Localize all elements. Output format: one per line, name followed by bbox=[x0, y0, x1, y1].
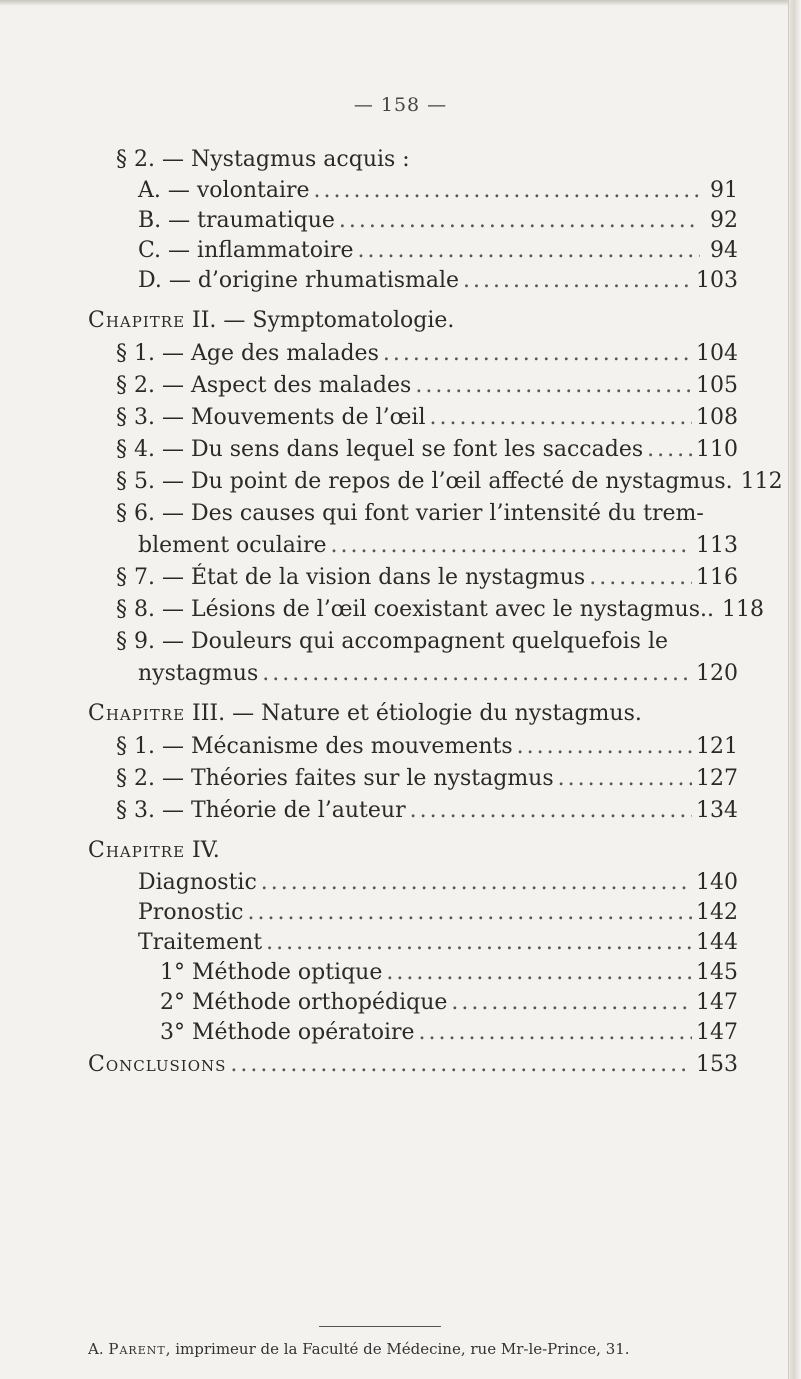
toc-entry bbox=[160, 1019, 738, 1047]
section-heading bbox=[116, 500, 704, 528]
toc-entry-label: B. — traumatique bbox=[138, 208, 335, 233]
toc-entry-label: blement oculaire bbox=[138, 533, 327, 558]
toc-entry-page: 91 bbox=[710, 178, 738, 203]
toc-entry-label: 1° Méthode optique bbox=[160, 960, 383, 985]
dot-leader bbox=[383, 340, 692, 368]
page-top-edge bbox=[0, 0, 801, 6]
dot-leader bbox=[358, 237, 700, 265]
toc-entry-page: 127 bbox=[696, 766, 738, 791]
dot-leader bbox=[261, 869, 692, 897]
imprint-prefix: A. bbox=[88, 1340, 109, 1358]
toc-entry-page: 94 bbox=[710, 238, 738, 263]
toc-entry-page: 145 bbox=[696, 960, 738, 985]
toc-entry-label: Pronostic bbox=[138, 900, 244, 925]
imprint-printer-name: Parent bbox=[108, 1340, 166, 1358]
toc-entry-page: 108 bbox=[696, 405, 738, 430]
toc-entry-page: 144 bbox=[696, 930, 738, 955]
toc-entry-label: 3° Méthode opératoire bbox=[160, 1020, 415, 1045]
dot-leader bbox=[262, 660, 692, 688]
section-heading bbox=[116, 628, 668, 656]
dot-leader bbox=[339, 207, 700, 235]
toc-entry-label: D. — d’origine rhumatismale bbox=[138, 268, 460, 293]
toc-entry-page: 113 bbox=[696, 533, 738, 558]
toc-entry-label: nystagmus bbox=[138, 661, 259, 686]
toc-entry bbox=[116, 596, 765, 624]
page-right-edge bbox=[788, 0, 801, 1379]
toc-entry-label: § 4. — Du sens dans lequel se font les saccades bbox=[116, 437, 644, 462]
dot-leader bbox=[410, 797, 692, 825]
dot-leader bbox=[419, 1019, 692, 1047]
toc-entry-page: 105 bbox=[696, 373, 738, 398]
dot-leader bbox=[429, 404, 692, 432]
toc-entry bbox=[116, 797, 738, 825]
toc-entry bbox=[116, 404, 738, 432]
toc-entry bbox=[116, 765, 738, 793]
dot-leader bbox=[314, 177, 700, 205]
toc-entry bbox=[138, 177, 738, 205]
page-number: — 158 — bbox=[353, 94, 448, 116]
toc-entry bbox=[138, 532, 738, 560]
section-heading bbox=[116, 146, 410, 174]
toc-entry-page: 134 bbox=[696, 798, 738, 823]
toc-entry bbox=[138, 929, 738, 957]
toc-entry-page: 120 bbox=[696, 661, 738, 686]
dot-leader bbox=[517, 733, 692, 761]
dot-leader bbox=[463, 267, 692, 295]
toc-entry-page: 121 bbox=[696, 734, 738, 759]
toc-entry bbox=[116, 564, 738, 592]
imprint-line bbox=[88, 1338, 728, 1360]
toc-entry-label: § 3. — Théorie de l’auteur bbox=[116, 798, 406, 823]
chapter-title: II. — Symptomatologie. bbox=[192, 308, 455, 333]
toc-entry-page: 110 bbox=[696, 437, 738, 462]
toc-entry-page: 116 bbox=[696, 565, 738, 590]
dot-leader bbox=[589, 564, 692, 592]
dot-leader bbox=[451, 989, 692, 1017]
toc-entry-label: § 7. — État de la vision dans le nystagmus bbox=[116, 565, 586, 590]
toc-entry-page: 140 bbox=[696, 870, 738, 895]
toc-entry bbox=[138, 869, 738, 897]
toc-entry-label: Conclusions bbox=[88, 1052, 227, 1077]
toc-entry bbox=[138, 267, 738, 295]
toc-entry-page: 92 bbox=[710, 208, 738, 233]
toc-entry-page: 147 bbox=[696, 1020, 738, 1045]
toc-entry bbox=[116, 436, 738, 464]
toc-entry-label: Traitement bbox=[138, 930, 263, 955]
toc-entry-page: 147 bbox=[696, 990, 738, 1015]
imprint-rule bbox=[319, 1326, 441, 1327]
dot-leader bbox=[266, 929, 692, 957]
dot-leader bbox=[247, 899, 692, 927]
toc-entry-page: 112 bbox=[740, 469, 783, 494]
toc-entry bbox=[160, 989, 738, 1017]
imprint-text: , imprimeur de la Faculté de Médecine, rue Mr-le-Prince, 31. bbox=[165, 1340, 630, 1358]
chapter-title: IV. bbox=[192, 838, 220, 863]
toc-entry-label: § 1. — Age des malades bbox=[116, 341, 379, 366]
toc-entry bbox=[138, 207, 738, 235]
toc-entry bbox=[160, 959, 738, 987]
toc-entry bbox=[116, 468, 783, 496]
toc-entry-label: Diagnostic bbox=[138, 870, 257, 895]
toc-entry-label: 2° Méthode orthopédique bbox=[160, 990, 448, 1015]
dot-leader bbox=[386, 959, 692, 987]
toc-entry-label: § 8. — Lésions de l’œil coexistant avec le nystagmus.. bbox=[116, 597, 715, 622]
toc-entry bbox=[138, 660, 738, 688]
toc-entry bbox=[116, 733, 738, 761]
toc-entry-page: 153 bbox=[696, 1052, 738, 1077]
toc-entry bbox=[88, 1051, 738, 1079]
dot-leader bbox=[330, 532, 692, 560]
chapter-prefix: Chapitre bbox=[88, 308, 186, 333]
dot-leader bbox=[558, 765, 692, 793]
toc-entry-page: 142 bbox=[696, 900, 738, 925]
chapter-title: III. — Nature et étiologie du nystagmus. bbox=[192, 701, 642, 726]
section-title: § 6. — Des causes qui font varier l’intensité du trem- bbox=[116, 501, 704, 526]
toc-entry-page: 118 bbox=[722, 597, 765, 622]
toc-entry-label: § 2. — Théories faites sur le nystagmus bbox=[116, 766, 554, 791]
toc-entry bbox=[138, 237, 738, 265]
toc-entry bbox=[138, 899, 738, 927]
chapter-heading bbox=[88, 307, 454, 335]
toc-entry-label: § 2. — Aspect des malades bbox=[116, 373, 412, 398]
toc-entry-label: § 5. — Du point de repos de l’œil affecté de nystagmus. bbox=[116, 469, 733, 494]
dot-leader bbox=[415, 372, 692, 400]
section-title: § 2. — Nystagmus acquis : bbox=[116, 147, 410, 172]
dot-leader bbox=[647, 436, 692, 464]
toc-entry-label: § 1. — Mécanisme des mouvements bbox=[116, 734, 513, 759]
chapter-heading bbox=[88, 837, 220, 865]
toc-entry-label: C. — inflammatoire bbox=[138, 238, 354, 263]
toc-entry-label: § 3. — Mouvements de l’œil bbox=[116, 405, 426, 430]
toc-entry-label: A. — volontaire bbox=[138, 178, 310, 203]
toc-entry bbox=[116, 340, 738, 368]
toc-entry-page: 103 bbox=[696, 268, 738, 293]
chapter-heading bbox=[88, 700, 642, 728]
toc-entry bbox=[116, 372, 738, 400]
dot-leader bbox=[230, 1051, 692, 1079]
toc-entry-page: 104 bbox=[696, 341, 738, 366]
chapter-prefix: Chapitre bbox=[88, 701, 186, 726]
section-title: § 9. — Douleurs qui accompagnent quelquefois le bbox=[116, 629, 669, 654]
chapter-prefix: Chapitre bbox=[88, 838, 186, 863]
